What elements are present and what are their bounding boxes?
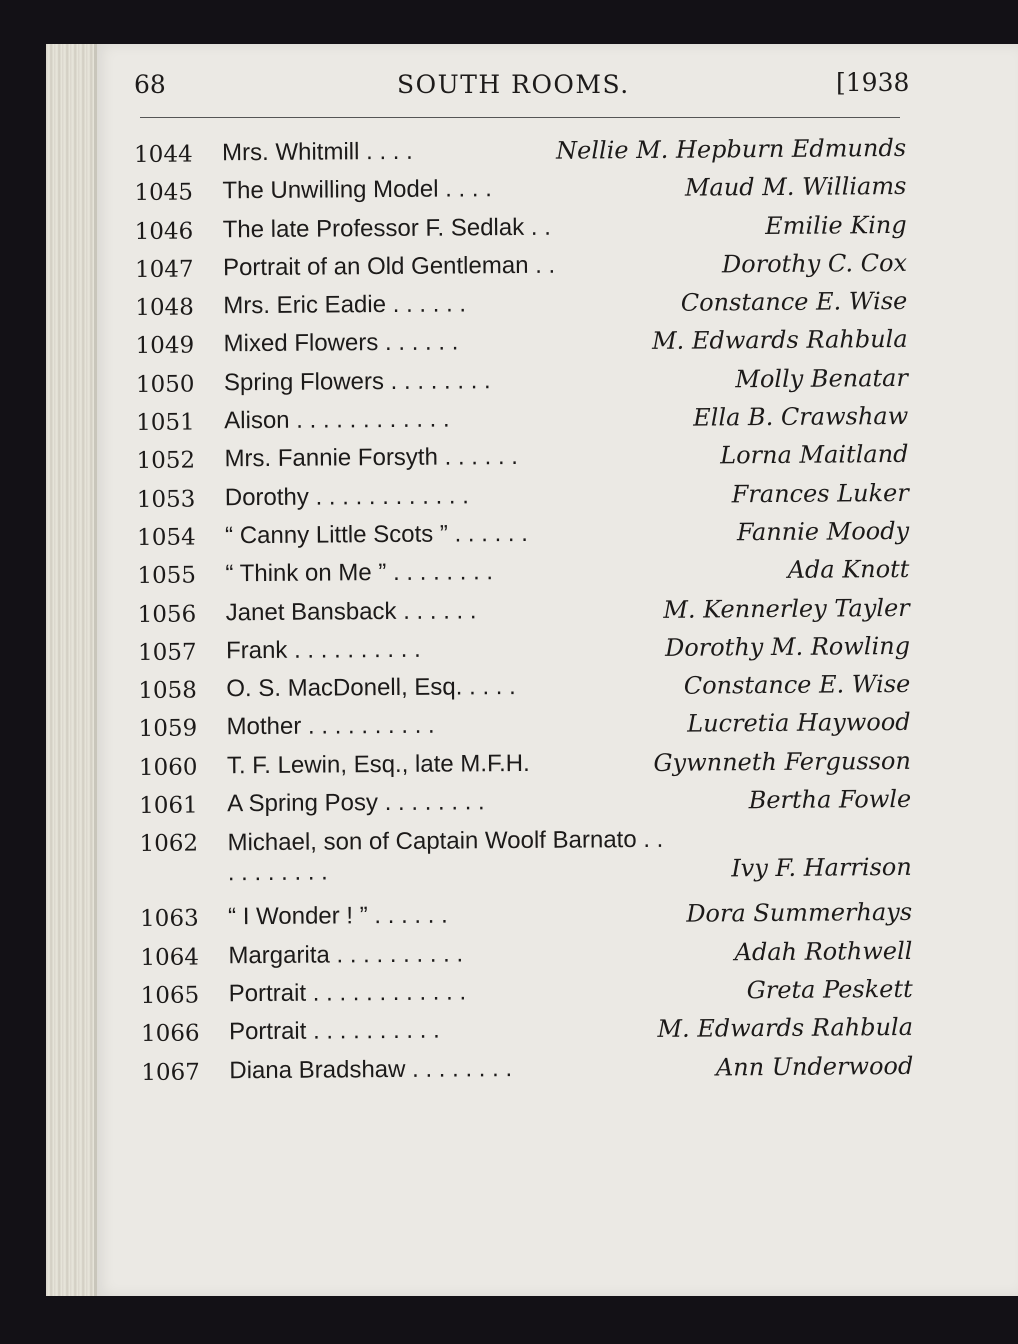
catalogue-entry xyxy=(139,823,912,904)
entry-artist: Adah Rothwell xyxy=(734,936,913,966)
entry-title: Portrait of an Old Gentleman . . xyxy=(222,251,556,282)
entry-number: 1049 xyxy=(135,333,195,360)
entry-title: T. F. Lewin, Esq., late M.F.H. xyxy=(226,749,530,780)
entry-artist: Ella B. Crawshaw xyxy=(693,402,909,432)
entry-title: Mrs. Whitmill . . . . xyxy=(221,137,413,167)
entry-artist: Ivy F. Harrison xyxy=(731,853,912,883)
entry-artist: Fannie Moody xyxy=(736,516,910,547)
entry-number: 1058 xyxy=(138,677,197,705)
entry-title: The late Professor F. Sedlak . . xyxy=(222,213,551,243)
entry-title: O. S. MacDonell, Esq. . . . . xyxy=(226,673,516,703)
catalogue-entry xyxy=(140,937,912,981)
entry-title: Mrs. Eric Eadie . . . . . . xyxy=(223,290,467,320)
entry-number: 1054 xyxy=(137,524,196,551)
catalogue-entry xyxy=(138,670,910,714)
catalogue-entry xyxy=(140,898,912,942)
entry-artist: M. Edwards Rahbula xyxy=(651,325,908,356)
entry-title: Portrait . . . . . . . . . . . . xyxy=(228,978,467,1008)
entry-title: The Unwilling Model . . . . xyxy=(222,175,492,205)
entry-title: Dorothy . . . . . . . . . . . . xyxy=(224,482,469,511)
entry-artist: Constance E. Wise xyxy=(680,287,908,317)
entry-artist: Greta Peskett xyxy=(746,974,913,1005)
catalogue-entry xyxy=(134,134,906,178)
catalogue-entry xyxy=(138,632,910,676)
catalogue-entry xyxy=(139,747,911,791)
entry-number: 1047 xyxy=(134,256,194,283)
entry-number: 1061 xyxy=(139,792,198,820)
catalogue-entry xyxy=(139,785,911,829)
entry-title: “ Canny Little Scots ” . . . . . . xyxy=(225,519,528,550)
entry-title: Mother . . . . . . . . . . xyxy=(226,712,435,741)
page-number: 68 xyxy=(134,70,166,99)
catalogue-entries xyxy=(134,134,913,1096)
catalogue-entry xyxy=(136,325,908,369)
catalogue-entry xyxy=(137,517,909,561)
entry-artist: Maud M. Williams xyxy=(684,172,907,202)
entry-number: 1060 xyxy=(138,754,198,781)
catalogue-entry xyxy=(135,287,907,331)
entry-number: 1044 xyxy=(134,141,193,168)
catalogue-entry xyxy=(137,555,909,599)
entry-number: 1046 xyxy=(134,218,194,245)
entry-number: 1063 xyxy=(140,905,199,933)
entry-artist: Nellie M. Hepburn Edmunds xyxy=(555,133,907,165)
entry-artist: Bertha Fowle xyxy=(748,784,912,815)
entry-title: Alison . . . . . . . . . . . . xyxy=(224,405,450,435)
catalogue-entry xyxy=(135,211,907,255)
catalogue-entry xyxy=(136,364,908,408)
entry-title: Mrs. Fannie Forsyth . . . . . . xyxy=(224,443,519,473)
entry-number: 1065 xyxy=(140,982,200,1009)
entry-number: 1062 xyxy=(139,830,199,858)
entry-artist: Molly Benatar xyxy=(735,363,909,394)
entry-title: Margarita . . . . . . . . . . xyxy=(228,940,464,969)
entry-artist: M. Kennerley Tayler xyxy=(663,593,910,624)
entry-title: “ Think on Me ” . . . . . . . . xyxy=(225,558,494,588)
year-mark: [1938 xyxy=(836,68,910,97)
entry-artist: Dora Summerhays xyxy=(686,898,913,929)
entry-number: 1059 xyxy=(138,715,198,743)
entry-artist: Lucretia Haywood xyxy=(687,708,911,739)
entry-artist: Ada Knott xyxy=(787,555,910,585)
header-rule xyxy=(140,117,900,118)
entry-number: 1045 xyxy=(134,179,194,207)
entry-number: 1050 xyxy=(135,371,195,398)
entry-title: Diana Bradshaw . . . . . . . . xyxy=(229,1054,513,1084)
entry-artist: Lorna Maitland xyxy=(720,440,909,470)
entry-number: 1056 xyxy=(137,601,197,628)
entry-title: “ I Wonder ! ” . . . . . . xyxy=(228,901,448,931)
entry-title: A Spring Posy . . . . . . . . xyxy=(227,788,485,818)
entry-title: Frank . . . . . . . . . . xyxy=(225,635,421,665)
page-gutter xyxy=(94,44,97,1296)
entry-number: 1057 xyxy=(137,639,197,666)
entry-artist: M. Edwards Rahbula xyxy=(657,1013,914,1044)
catalogue-entry xyxy=(135,249,907,293)
catalogue-entry xyxy=(136,402,908,446)
catalogue-entry xyxy=(141,1013,913,1057)
entry-title: Spring Flowers . . . . . . . . xyxy=(223,366,491,397)
entry-artist: Gywnneth Fergusson xyxy=(653,746,912,777)
entry-title: Janet Bansback . . . . . . xyxy=(225,596,477,626)
entry-number: 1048 xyxy=(135,294,194,322)
entry-title: Mixed Flowers . . . . . . xyxy=(223,328,459,358)
catalogue-entry xyxy=(136,440,908,484)
entry-title: Michael, son of Captain Woolf Barnato . . . . . . . . . . xyxy=(227,826,664,887)
entry-artist: Dorothy C. Cox xyxy=(721,248,908,279)
entry-artist: Frances Luker xyxy=(731,478,909,508)
entry-artist: Constance E. Wise xyxy=(683,670,911,700)
catalogue-entry xyxy=(134,172,906,216)
entry-title: Portrait . . . . . . . . . . xyxy=(228,1016,440,1046)
entry-number: 1067 xyxy=(141,1059,200,1086)
entry-number: 1052 xyxy=(136,447,196,475)
entry-artist: Dorothy M. Rowling xyxy=(664,631,911,662)
entry-artist: Ann Underwood xyxy=(715,1051,914,1081)
running-title: SOUTH ROOMS. xyxy=(397,70,630,99)
catalogue-entry xyxy=(139,708,911,752)
catalogue-entry xyxy=(141,1051,913,1095)
entry-artist: Emilie King xyxy=(765,210,907,240)
entry-number: 1055 xyxy=(137,562,197,590)
entry-number: 1066 xyxy=(140,1020,200,1048)
catalogue-entry xyxy=(137,479,909,523)
entry-number: 1051 xyxy=(136,409,195,437)
entry-number: 1064 xyxy=(140,944,200,971)
entry-number: 1053 xyxy=(136,486,196,513)
catalogue-entry xyxy=(138,593,910,637)
catalogue-entry xyxy=(141,975,913,1019)
